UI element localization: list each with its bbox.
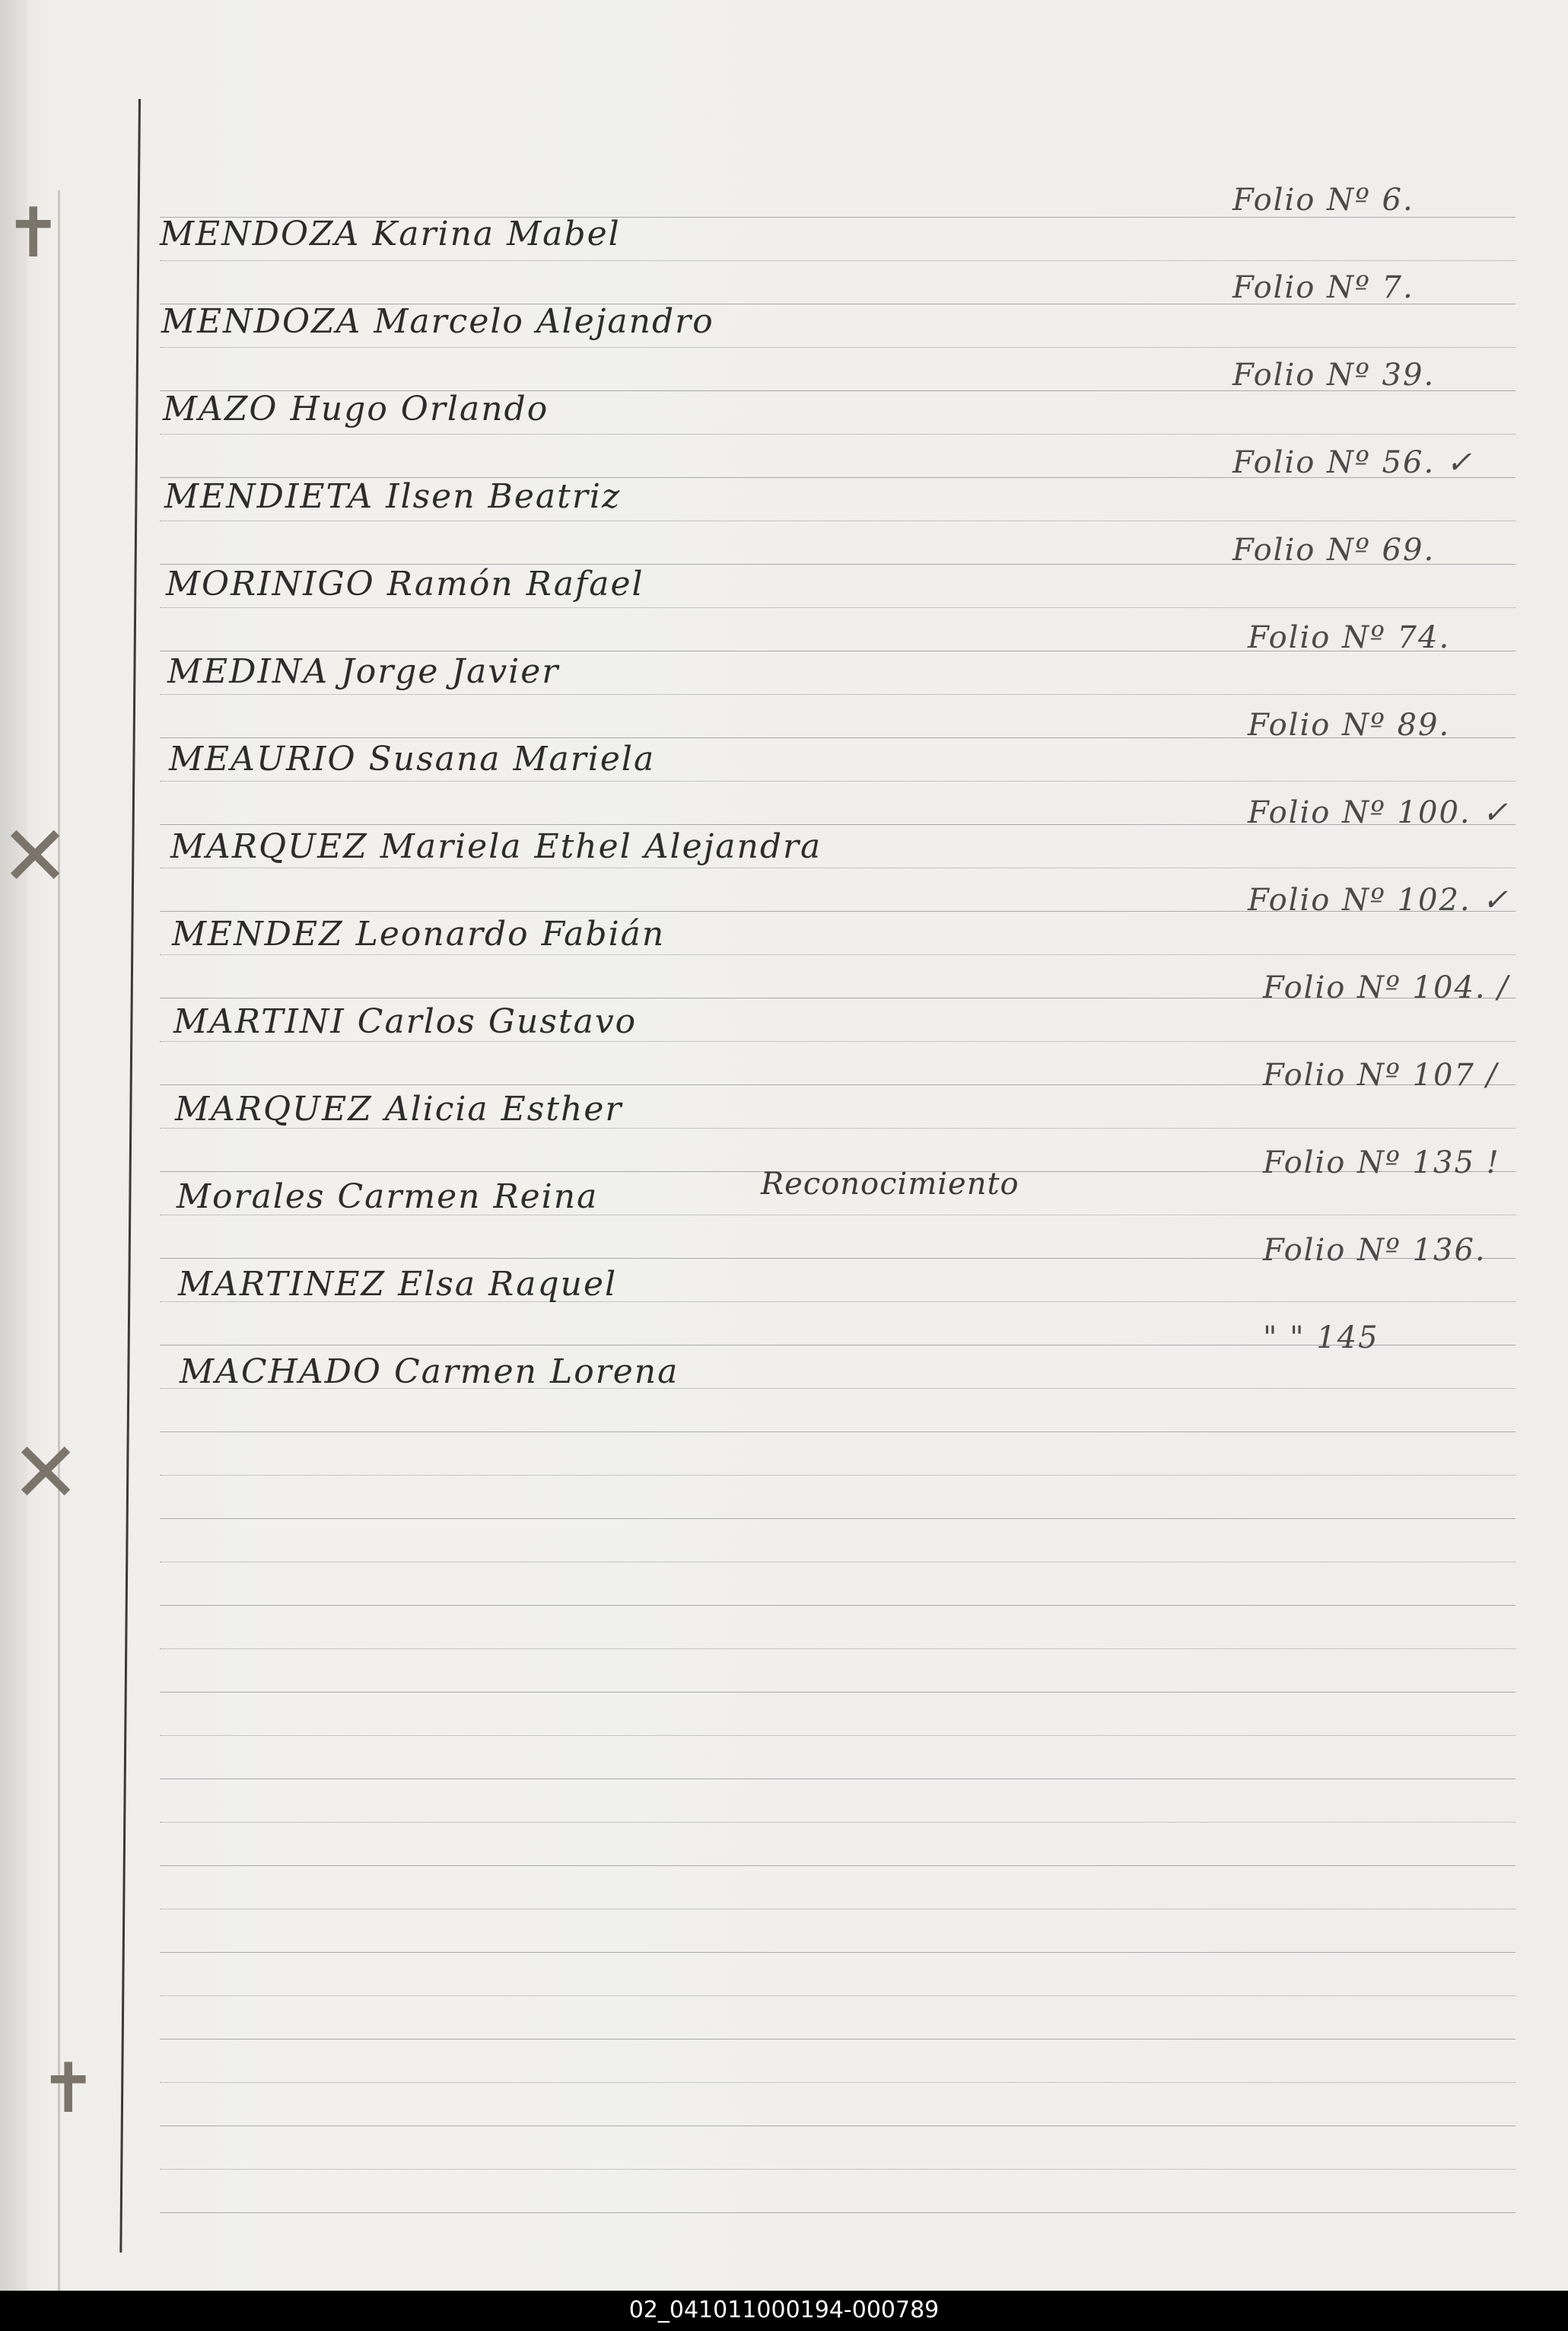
ruled-line	[160, 1518, 1516, 1519]
ruled-line	[160, 607, 1516, 608]
ruled-line	[160, 1041, 1516, 1042]
ruled-line	[160, 260, 1516, 261]
entry-name: MEDINA Jorge Javier	[167, 652, 560, 691]
binding-stitch: ✕	[11, 1424, 81, 1521]
ruled-line	[160, 694, 1516, 695]
entry-name: MENDOZA Marcelo Alejandro	[161, 302, 714, 341]
ruled-line	[160, 1735, 1516, 1736]
ruled-line	[160, 1692, 1516, 1693]
ruled-line	[160, 347, 1516, 348]
entry-folio: Folio Nº 104. /	[1263, 970, 1509, 1005]
binding-stitch: ✕	[0, 807, 71, 905]
ruled-line	[160, 1648, 1516, 1649]
binding-thread	[58, 190, 60, 2291]
ruled-line	[160, 2169, 1516, 2170]
entry-folio: Folio Nº 7.	[1232, 270, 1414, 305]
ruled-line	[160, 1431, 1516, 1432]
entry-name: MACHADO Carmen Lorena	[180, 1352, 679, 1391]
entry-note: Reconocimiento	[761, 1167, 1019, 1202]
entry-name: MARTINI Carlos Gustavo	[173, 1002, 638, 1041]
page-binding-edge	[0, 0, 27, 2291]
binding-stitch: ✝	[5, 193, 62, 273]
ruled-line	[160, 2082, 1516, 2083]
ruled-line	[160, 1865, 1516, 1866]
entry-folio: Folio Nº 107 /	[1263, 1058, 1499, 1093]
entry-name: MENDEZ Leonardo Fabián	[172, 915, 666, 954]
entry-folio: Folio Nº 69.	[1232, 533, 1436, 568]
entry-folio: Folio Nº 89.	[1248, 708, 1451, 743]
entry-name: Morales Carmen Reina	[177, 1177, 599, 1216]
entry-folio: Folio Nº 6.	[1232, 183, 1414, 218]
binding-stitch: ✝	[40, 2049, 97, 2129]
entry-folio: Folio Nº 100. ✓	[1248, 795, 1509, 830]
ruled-line	[160, 1475, 1516, 1476]
ruled-line	[160, 1822, 1516, 1823]
entry-name: MARQUEZ Alicia Esther	[175, 1090, 623, 1129]
ruled-line	[160, 434, 1516, 435]
entry-folio: Folio Nº 102. ✓	[1248, 883, 1509, 918]
entry-folio: Folio Nº 56. ✓	[1232, 445, 1474, 480]
ruled-line	[160, 954, 1516, 955]
entry-name: MENDIETA Ilsen Beatriz	[164, 477, 622, 516]
ruled-line	[160, 1952, 1516, 1953]
document-id: 02_041011000194-000789	[628, 2297, 940, 2323]
ruled-line	[160, 2212, 1516, 2213]
entry-name: MARTINEZ Elsa Raquel	[178, 1265, 618, 1304]
ruled-line	[160, 781, 1516, 782]
entry-folio: Folio Nº 136.	[1263, 1233, 1487, 1268]
entry-name: MAZO Hugo Orlando	[163, 390, 549, 428]
ruled-line	[160, 1605, 1516, 1606]
entry-folio: " " 145	[1263, 1320, 1379, 1355]
entry-folio: Folio Nº 135 !	[1263, 1145, 1500, 1180]
entry-name: MENDOZA Karina Mabel	[160, 215, 621, 253]
ruled-line	[160, 2039, 1516, 2040]
entry-name: MORINIGO Ramón Rafael	[166, 565, 644, 603]
entry-folio: Folio Nº 74.	[1248, 620, 1451, 655]
entry-name: MARQUEZ Mariela Ethel Alejandra	[170, 827, 822, 866]
entry-folio: Folio Nº 39.	[1232, 358, 1436, 393]
entry-name: MEAURIO Susana Mariela	[169, 740, 656, 779]
ruled-line	[160, 1995, 1516, 1996]
